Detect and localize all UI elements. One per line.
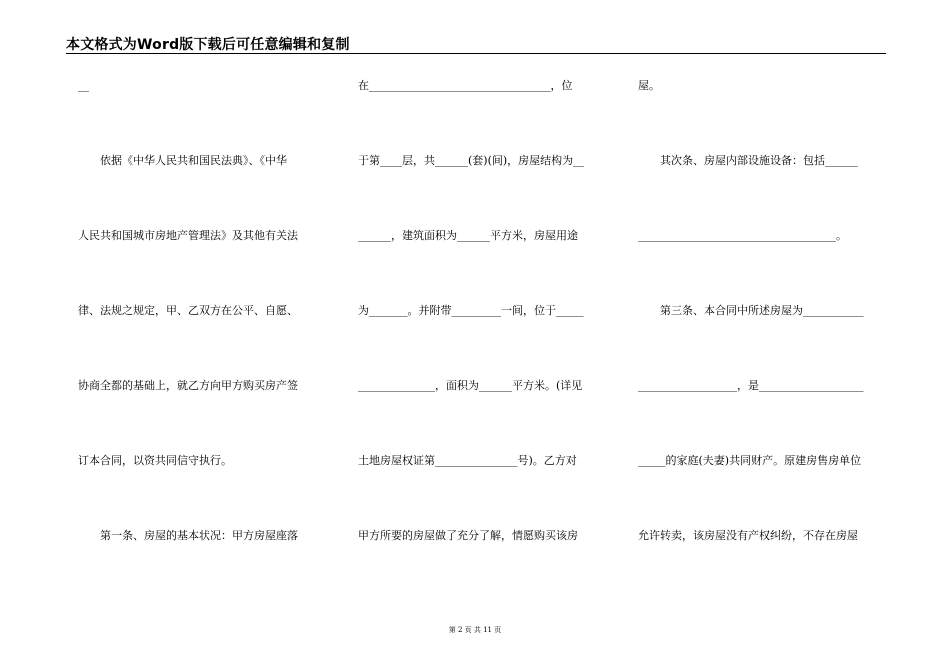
text-line: _____的家庭(夫妻)共同财产。原建房售房单位 bbox=[638, 454, 862, 467]
text-line: 律、法规之规定，甲、乙双方在公平、自愿、 bbox=[78, 304, 298, 317]
text-line: __ bbox=[78, 79, 89, 92]
text-line: 屋。 bbox=[638, 79, 660, 92]
text-line: 依据《中华人民共和国民法典》、《中华 bbox=[78, 154, 287, 167]
text-line: 为_______。并附带_________一间，位于_____ bbox=[358, 304, 584, 317]
text-column-1 bbox=[78, 78, 320, 603]
header-divider bbox=[66, 53, 886, 54]
text-line: 订本合同，以资共同信守执行。 bbox=[78, 454, 232, 467]
page-number-footer: 第 2 页 共 11 页 bbox=[448, 626, 502, 634]
text-line: 协商全都的基础上，就乙方向甲方购买房产签 bbox=[78, 379, 298, 392]
text-line: ______________，面积为______平方米。(详见 bbox=[358, 379, 583, 392]
document-header-title: 本文格式为Word版下载后可任意编辑和复制 bbox=[66, 37, 350, 53]
text-line: 允许转卖，该房屋没有产权纠纷，不存在房屋 bbox=[638, 529, 858, 542]
text-line: 土地房屋权证第_______________号)。乙方对 bbox=[358, 454, 577, 467]
text-line: 第三条、本合同中所述房屋为___________ bbox=[638, 304, 864, 317]
text-line: ______，建筑面积为______平方米，房屋用途 bbox=[358, 229, 578, 242]
text-line: 其次条、房屋内部设施设备：包括______ bbox=[638, 154, 858, 167]
text-line: 在_________________________________，位 bbox=[358, 79, 573, 92]
text-line: 第一条、房屋的基本状况：甲方房屋座落 bbox=[78, 529, 298, 542]
text-line: 于第____层，共______(套)(间)，房屋结构为__ bbox=[358, 154, 585, 167]
text-line: 甲方所要的房屋做了充分了解，情愿购买该房 bbox=[358, 529, 578, 542]
text-line: __________________，是___________________ bbox=[638, 379, 864, 392]
text-column-2 bbox=[358, 78, 606, 603]
text-column-3 bbox=[638, 78, 886, 603]
text-line: ____________________________________。 bbox=[638, 229, 847, 242]
text-line: 人民共和国城市房地产管理法》及其他有关法 bbox=[78, 229, 298, 242]
